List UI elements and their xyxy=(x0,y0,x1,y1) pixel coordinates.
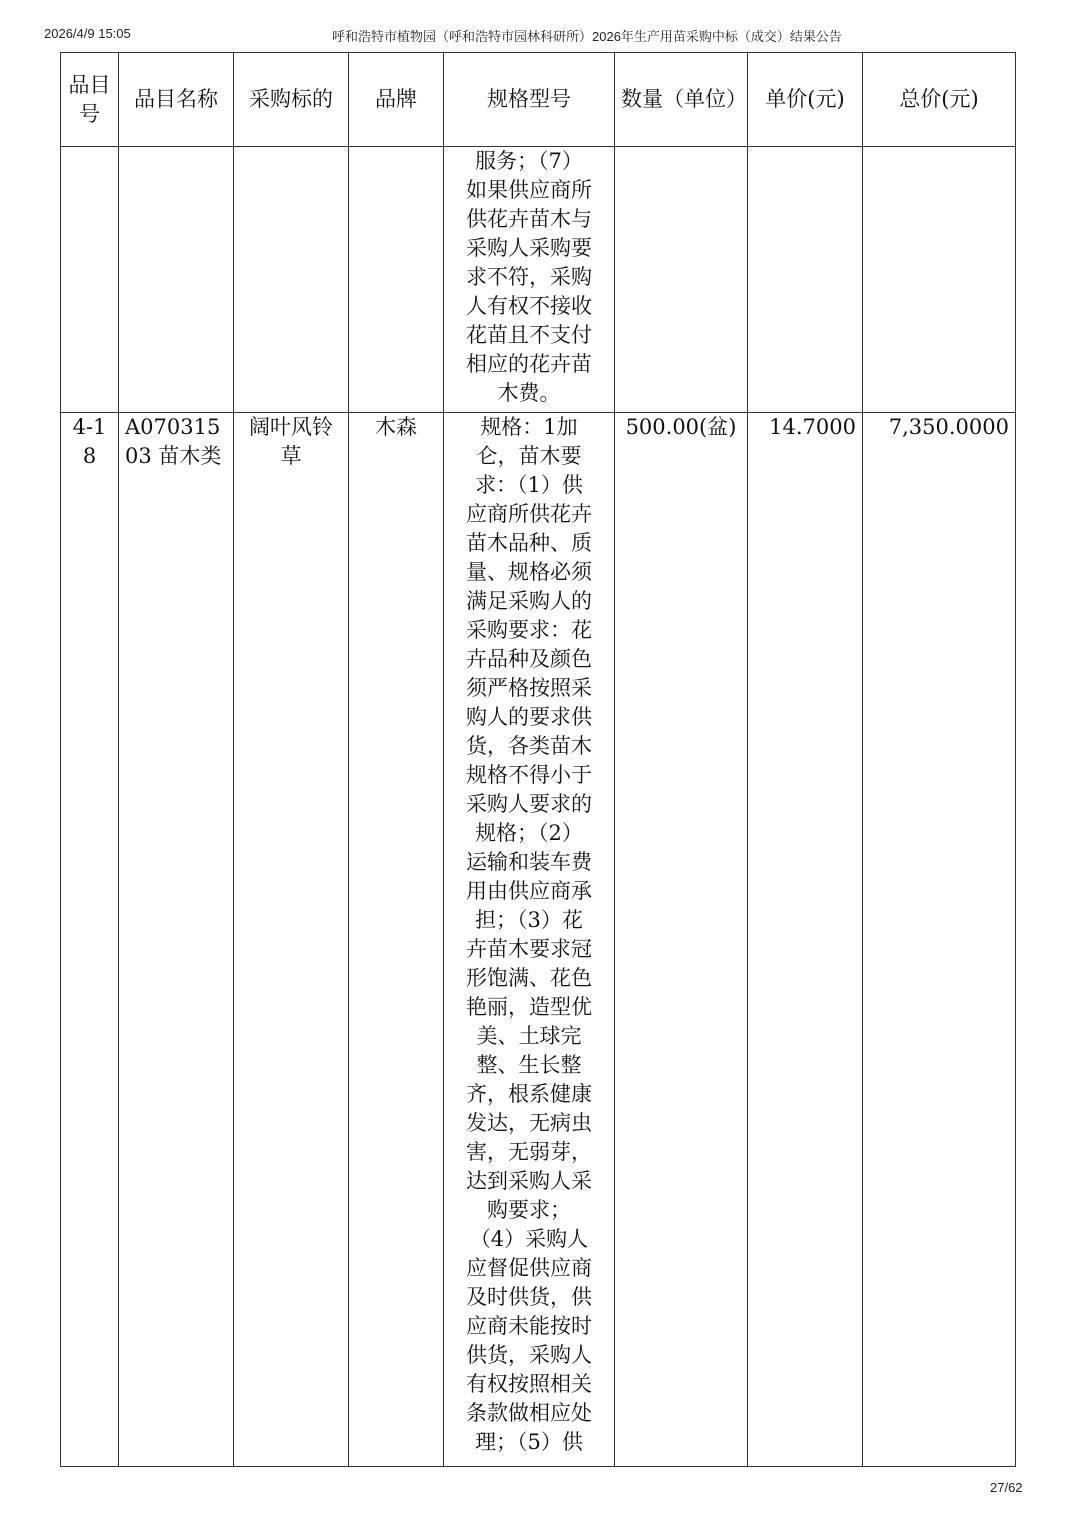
cell-unit-price: 14.7000 xyxy=(748,413,863,1467)
col-header-unit-price: 单价(元) xyxy=(748,53,863,147)
cell-item-no xyxy=(61,147,119,413)
cell-target xyxy=(234,147,349,413)
procurement-result-table xyxy=(60,52,1016,1467)
col-header-item-name: 品目名称 xyxy=(119,53,234,147)
cell-quantity: 500.00(盆) xyxy=(615,413,748,1467)
page-number: 27/62 xyxy=(990,1480,1023,1495)
col-header-brand: 品牌 xyxy=(349,53,444,147)
table-row xyxy=(61,413,1016,1467)
cell-item-no: 4-18 xyxy=(61,413,119,1467)
cell-item-name xyxy=(119,147,234,413)
col-header-quantity: 数量（单位） xyxy=(615,53,748,147)
cell-unit-price xyxy=(748,147,863,413)
cell-target: 阔叶风铃草 xyxy=(234,413,349,1467)
cell-spec: 规格：1加 仑，苗木要 求：（1）供 应商所供花卉 苗木品种、质 量、规格必须 满足采购人的 采购要求：花 卉品种及颜色 须严格按照采 购人的要求供 货，各类苗木 规格不得小于 采购人要求的 规格；（2） 运输和装车费 用由供应商承 担；（3）花 卉苗木要求冠 形饱满、花色 艳丽，造型优 美、土球完 整、生长整 齐，根系健康 发达，无病虫 害，无弱芽， 达到采购人采 购要求； （4）采购人 应督促供应商 及时供货，供 应商未能按时 供货，采购人 有权按照相关 条款做相应处 理；（5）供 xyxy=(444,413,615,1467)
cell-total-price xyxy=(863,147,1016,413)
col-header-item-no: 品目号 xyxy=(61,53,119,147)
cell-item-name: A07031503 苗木类 xyxy=(119,413,234,1467)
print-timestamp: 2026/4/9 15:05 xyxy=(44,26,131,41)
cell-total-price: 7,350.0000 xyxy=(863,413,1016,1467)
col-header-target: 采购标的 xyxy=(234,53,349,147)
col-header-spec: 规格型号 xyxy=(444,53,615,147)
cell-brand xyxy=(349,147,444,413)
table-header-row xyxy=(61,53,1016,147)
cell-brand: 木森 xyxy=(349,413,444,1467)
cell-quantity xyxy=(615,147,748,413)
table-row xyxy=(61,147,1016,413)
col-header-total-price: 总价(元) xyxy=(863,53,1016,147)
document-title: 呼和浩特市植物园（呼和浩特市园林科研所）2026年生产用苗采购中标（成交）结果公告 xyxy=(332,29,842,44)
cell-spec: 服务；（7） 如果供应商所 供花卉苗木与 采购人采购要 求不符，采购 人有权不接收 花苗且不支付 相应的花卉苗 木费。 xyxy=(444,147,615,413)
